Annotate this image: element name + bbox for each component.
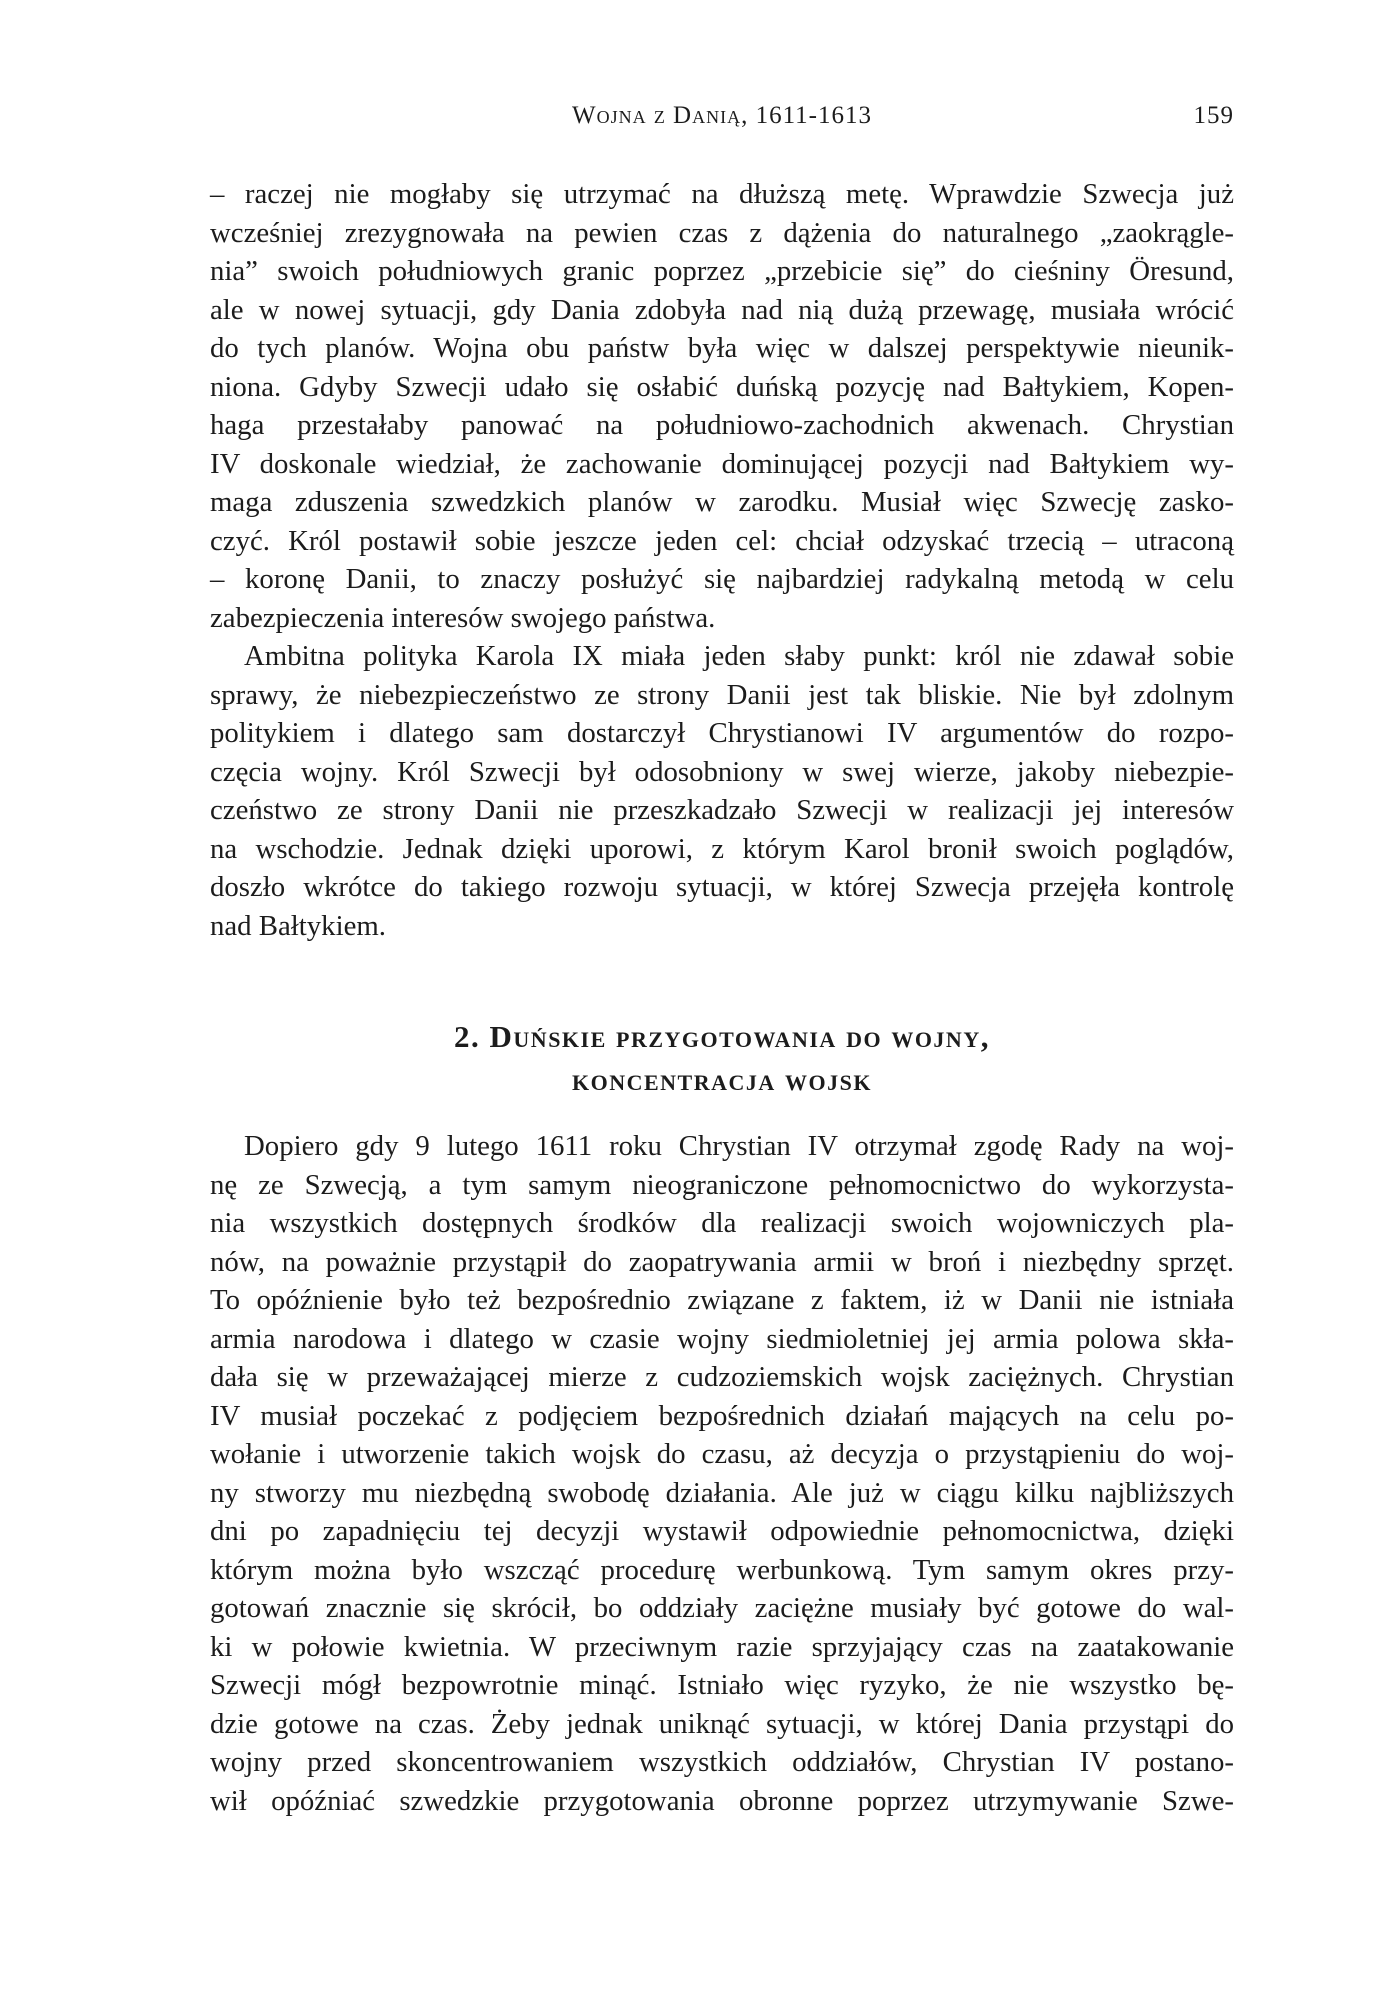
text-line: nia” swoich południowych granic poprzez „przebicie się” do cieśniny Öresund, [210,255,1234,287]
text-line: dni po zapadnięciu tej decyzji wystawił odpowiednie pełnomocnictwa, dzięki [210,1515,1234,1547]
body-text-upper [210,175,1234,945]
text-line: dzie gotowe na czas. Żeby jednak uniknąć sytuacji, w której Dania przystąpi do [210,1707,1234,1740]
text-line: To opóźnienie było też bezpośrednio związane z faktem, iż w Danii nie istniała [210,1284,1234,1316]
text-line: ny stworzy mu niezbędną swobodę działania. Ale już w ciągu kilku najbliższych [210,1476,1234,1509]
text-line: którym można było wszcząć procedurę werbunkową. Tym samym okres przy- [210,1553,1234,1586]
running-title: Wojna z Danią, 1611-1613 [571,102,873,129]
text-line: Szwecji mógł bezpowrotnie minąć. Istniało więc ryzyko, że nie wszystko bę- [210,1669,1234,1701]
text-line: wił opóźniać szwedzkie przygotowania obronne poprzez utrzymywanie Szwe- [210,1784,1234,1817]
text-line: haga przestałaby panować na południowo-zachodnich akwenach. Chrystian [210,409,1234,441]
text-line: Ambitna polityka Karola IX miała jeden słaby punkt: król nie zdawał sobie [244,640,1234,672]
text-line: doszło wkrótce do takiego rozwoju sytuacji, w której Szwecja przejęła kontrolę [210,871,1234,903]
paragraph [210,1127,1234,1820]
text-line: IV doskonale wiedział, że zachowanie dominującej pozycji nad Bałtykiem wy- [210,447,1234,480]
text-line: wołanie i utworzenie takich wojsk do czasu, aż decyzja o przystąpieniu do woj- [210,1438,1234,1470]
page-number: 159 [1193,102,1234,129]
text-line: ki w połowie kwietnia. W przeciwnym razie sprzyjający czas na zaatakowanie [210,1630,1234,1663]
text-line: sprawy, że niebezpieczeństwo ze strony Danii jest tak bliskie. Nie był zdolnym [210,678,1234,711]
section-heading-line: koncentracja wojsk [572,1062,872,1097]
text-line: nów, na poważnie przystąpił do zaopatrywania armii w broń i niezbędny sprzęt. [210,1245,1234,1278]
text-line: – raczej nie mogłaby się utrzymać na dłuższą metę. Wprawdzie Szwecja już [210,178,1234,210]
paragraph [210,175,1234,637]
section-heading [210,1015,1234,1101]
text-line: czyć. Król postawił sobie jeszcze jeden cel: chciał odzyskać trzecią – utraconą [210,524,1234,557]
running-header [210,102,1234,136]
text-line: gotowań znacznie się skrócił, bo oddziały zaciężne musiały być gotowe do wal- [210,1592,1234,1624]
text-line: wcześniej zrezygnowała na pewien czas z dążenia do naturalnego „zaokrągle- [210,216,1234,249]
text-line: nia wszystkich dostępnych środków dla realizacji swoich wojowniczych pla- [210,1207,1234,1239]
text-line: częcia wojny. Król Szwecji był odosobniony w swej wierze, jakoby niebezpie- [210,755,1234,788]
text-line: – koronę Danii, to znaczy posłużyć się najbardziej radykalną metodą w celu [210,563,1234,595]
text-line: zabezpieczenia interesów swojego państwa. [210,601,716,634]
text-line: na wschodzie. Jednak dzięki uporowi, z którym Karol bronił swoich poglądów, [210,832,1234,865]
text-line: ale w nowej sytuacji, gdy Dania zdobyła nad nią dużą przewagę, musiała wrócić [210,293,1234,326]
text-line: armia narodowa i dlatego w czasie wojny siedmioletniej jej armia polowa skła- [210,1322,1234,1355]
text-line: Dopiero gdy 9 lutego 1611 roku Chrystian IV otrzymał zgodę Rady na woj- [244,1130,1234,1162]
text-line: czeństwo ze strony Danii nie przeszkadzało Szwecji w realizacji jej interesów [210,794,1234,826]
text-line: do tych planów. Wojna obu państw była więc w dalszej perspektywie nieunik- [210,332,1234,364]
text-line: wojny przed skoncentrowaniem wszystkich oddziałów, Chrystian IV postano- [210,1746,1234,1778]
paragraph [210,637,1234,945]
text-line: politykiem i dlatego sam dostarczył Chrystianowi IV argumentów do rozpo- [210,717,1234,749]
text-line: nad Bałtykiem. [210,909,386,942]
text-line: niona. Gdyby Szwecji udało się osłabić duńską pozycję nad Bałtykiem, Kopen- [210,370,1234,403]
text-line: IV musiał poczekać z podjęciem bezpośrednich działań mających na celu po- [210,1399,1234,1432]
text-line: dała się w przeważającej mierze z cudzoziemskich wojsk zaciężnych. Chrystian [210,1361,1234,1393]
text-line: maga zduszenia szwedzkich planów w zarodku. Musiał więc Szwecję zasko- [210,486,1234,518]
text-line: nę ze Szwecją, a tym samym nieograniczone pełnomocnictwo do wykorzysta- [210,1168,1234,1201]
section-heading-line: 2. Duńskie przygotowania do wojny, [454,1019,990,1054]
body-text-lower [210,1127,1234,1820]
